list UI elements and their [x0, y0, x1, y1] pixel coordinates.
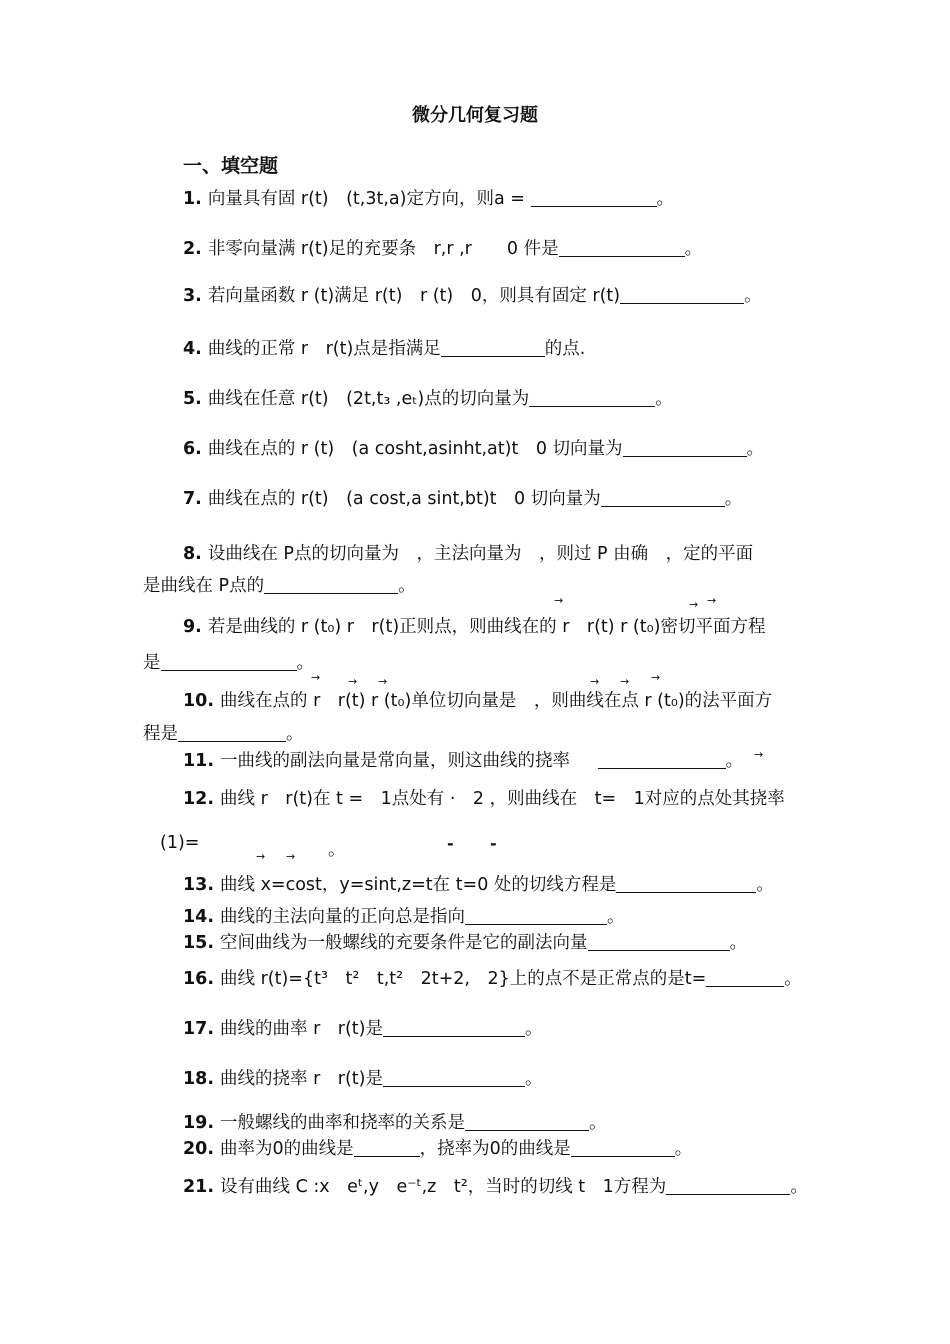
question-text: 非零向量满 r(t)足的充要条 r,r ,r 0 件是 [207, 239, 559, 259]
answer-blank[interactable] [623, 438, 747, 457]
question-text: 曲线的挠率 r r(t)是 [220, 1069, 383, 1089]
vector-arrow: → [256, 850, 266, 863]
vector-arrow: → [651, 671, 661, 684]
question-10-continuation [143, 722, 304, 746]
answer-blank[interactable] [441, 338, 545, 357]
question-number: 21. [183, 1177, 215, 1197]
question-number: 9. [183, 617, 202, 637]
vector-arrow: → [707, 594, 717, 607]
question-text: 是 [143, 653, 161, 673]
question-text: 曲线在任意 r(t) (2t,t₃ ,eₜ)点的切向量为 [207, 389, 530, 409]
question-text: 设曲线在 P点的切向量为 ，主法向量为 ，则过 P 由确 ，定的平面 [207, 544, 754, 564]
vector-arrow: → [348, 675, 358, 688]
question-number: 19. [183, 1113, 215, 1133]
question-16 [183, 967, 802, 991]
question-6 [183, 437, 764, 461]
question-number: 2. [183, 239, 202, 259]
answer-blank[interactable] [465, 1112, 589, 1131]
question-text: 曲线 x=cost，y=sint,z=t在 t=0 处的切线方程是 [220, 875, 617, 895]
question-20 [183, 1137, 692, 1161]
answer-blank[interactable] [465, 906, 607, 925]
answer-blank[interactable] [161, 652, 297, 671]
answer-blank[interactable] [571, 1138, 675, 1157]
question-text: 向量具有固 r(t) (t,3t,a)定方向，则a = [207, 189, 525, 209]
answer-blank[interactable] [598, 750, 726, 769]
question-15 [183, 931, 747, 955]
answer-blank[interactable] [559, 238, 685, 257]
question-text: 曲线在点的 r r(t) r (t₀)单位切向量是 ，则曲线在点 r (t₀)的法平面方 [220, 691, 773, 711]
question-4 [183, 337, 585, 361]
answer-blank[interactable] [264, 575, 398, 594]
question-end: 。 [756, 875, 774, 895]
question-end: 。 [746, 439, 765, 459]
question-number: 4. [183, 339, 202, 359]
question-number: 12. [183, 789, 215, 809]
answer-blank[interactable] [529, 388, 655, 407]
question-21 [183, 1175, 808, 1199]
vector-arrow: → [378, 675, 388, 688]
question-19 [183, 1111, 607, 1135]
question-end: 的点. [544, 339, 586, 359]
question-end: 。 [607, 907, 625, 927]
question-end: 。 [790, 1177, 808, 1197]
question-number: 16. [183, 969, 215, 989]
question-text: 程是 [143, 724, 178, 744]
answer-blank[interactable] [666, 1176, 790, 1195]
question-end: 。 [655, 389, 673, 409]
question-end: 。 [684, 239, 703, 259]
question-end: 。 [589, 1113, 607, 1133]
question-number: 5. [183, 389, 202, 409]
question-number: 3. [183, 286, 202, 306]
question-1 [183, 187, 674, 211]
vector-arrow: → [689, 598, 699, 611]
vector-arrow: → [311, 671, 321, 684]
question-text: ，挠率为0的曲线是 [419, 1139, 571, 1159]
question-14 [183, 905, 625, 929]
question-number: 17. [183, 1019, 215, 1039]
question-text: 设有曲线 C :x eᵗ,y e⁻ᵗ,z t²，当时的切线 t 1方程为 [220, 1177, 667, 1197]
question-text: 曲线 r(t)={t³ t² t,t² 2t+2, 2}上的点不是正常点的是t= [220, 969, 707, 989]
question-text: 曲率为0的曲线是 [220, 1139, 354, 1159]
answer-blank[interactable] [531, 188, 657, 207]
question-text: 若是曲线的 r (t₀) r r(t)正则点，则曲线在的 r r(t) r (t₀)密切平面方程 [207, 617, 766, 637]
answer-blank[interactable] [616, 874, 756, 893]
answer-blank[interactable] [383, 1018, 525, 1037]
question-9 [183, 615, 765, 639]
question-11 [183, 749, 743, 773]
answer-blank[interactable] [601, 488, 725, 507]
question-text: 曲线的曲率 r r(t)是 [220, 1019, 383, 1039]
question-number: 6. [183, 439, 202, 459]
question-number: 8. [183, 544, 202, 564]
question-end: 。 [524, 1019, 543, 1039]
question-text: 空间曲线为一般螺线的充要条件是它的副法向量 [220, 933, 588, 953]
question-number: 11. [183, 751, 215, 771]
question-end: 。 [725, 751, 744, 771]
question-number: 7. [183, 489, 202, 509]
answer-blank[interactable] [178, 723, 286, 742]
answer-blank[interactable] [588, 932, 730, 951]
question-end: 。 [744, 286, 762, 306]
question-7 [183, 487, 742, 511]
question-number: 20. [183, 1139, 215, 1159]
question-18 [183, 1067, 542, 1091]
question-8 [183, 542, 753, 566]
dash-mark: - [447, 834, 454, 853]
question-2 [183, 237, 702, 261]
question-5 [183, 387, 673, 411]
question-number: 1. [183, 189, 202, 209]
question-end: 。 [724, 489, 743, 509]
question-text: 曲线的主法向量的正向总是指向 [220, 907, 466, 927]
question-number: 10. [183, 691, 215, 711]
vector-arrow: → [754, 748, 764, 761]
section-heading: 一、填空题 [183, 155, 279, 177]
answer-blank[interactable] [383, 1068, 525, 1087]
answer-blank[interactable] [706, 968, 784, 987]
vector-arrow: → [620, 675, 630, 688]
question-end: 。 [398, 576, 416, 596]
question-text: 曲线的正常 r r(t)点是指满足 [207, 339, 441, 359]
answer-blank[interactable] [620, 285, 744, 304]
question-text: 一曲线的副法向量是常向量，则这曲线的挠率 [220, 751, 571, 771]
question-text: 是曲线在 P点的 [143, 576, 265, 596]
question-end: 。 [286, 724, 304, 744]
question-end: 。 [784, 969, 802, 989]
question-end: 。 [656, 189, 674, 209]
question-text: (1)= [160, 833, 200, 853]
question-end: 。 [674, 1139, 693, 1159]
question-8-continuation [143, 574, 416, 598]
question-17 [183, 1017, 542, 1041]
vector-arrow: → [286, 850, 296, 863]
question-3 [183, 284, 762, 308]
question-12 [183, 787, 785, 811]
question-13 [183, 873, 774, 897]
vector-arrow: → [590, 675, 600, 688]
question-text: 一般螺线的曲率和挠率的关系是 [220, 1113, 466, 1133]
question-12-continuation [160, 831, 199, 855]
answer-blank[interactable] [354, 1138, 420, 1157]
question-end: 。 [328, 840, 346, 860]
question-9-continuation [143, 651, 314, 675]
vector-arrow: → [554, 594, 564, 607]
question-end: 。 [296, 653, 314, 673]
question-text: 若向量函数 r (t)满足 r(t) r (t) 0，则具有固定 r(t) [207, 286, 621, 306]
question-text: 曲线 r r(t)在 t = 1点处有 · 2 ，则曲线在 t= 1对应的点处其挠率 [220, 789, 785, 809]
question-number: 18. [183, 1069, 215, 1089]
question-number: 13. [183, 875, 215, 895]
question-number: 15. [183, 933, 215, 953]
page-title: 微分几何复习题 [412, 105, 538, 126]
question-text: 曲线在点的 r(t) (a cost,a sint,bt)t 0 切向量为 [207, 489, 601, 509]
question-10 [183, 689, 772, 713]
question-text: 曲线在点的 r (t) (a cosht,asinht,at)t 0 切向量为 [207, 439, 623, 459]
question-number: 14. [183, 907, 215, 927]
dash-mark: - [490, 834, 497, 853]
question-end: 。 [729, 933, 748, 953]
question-end: 。 [524, 1069, 543, 1089]
